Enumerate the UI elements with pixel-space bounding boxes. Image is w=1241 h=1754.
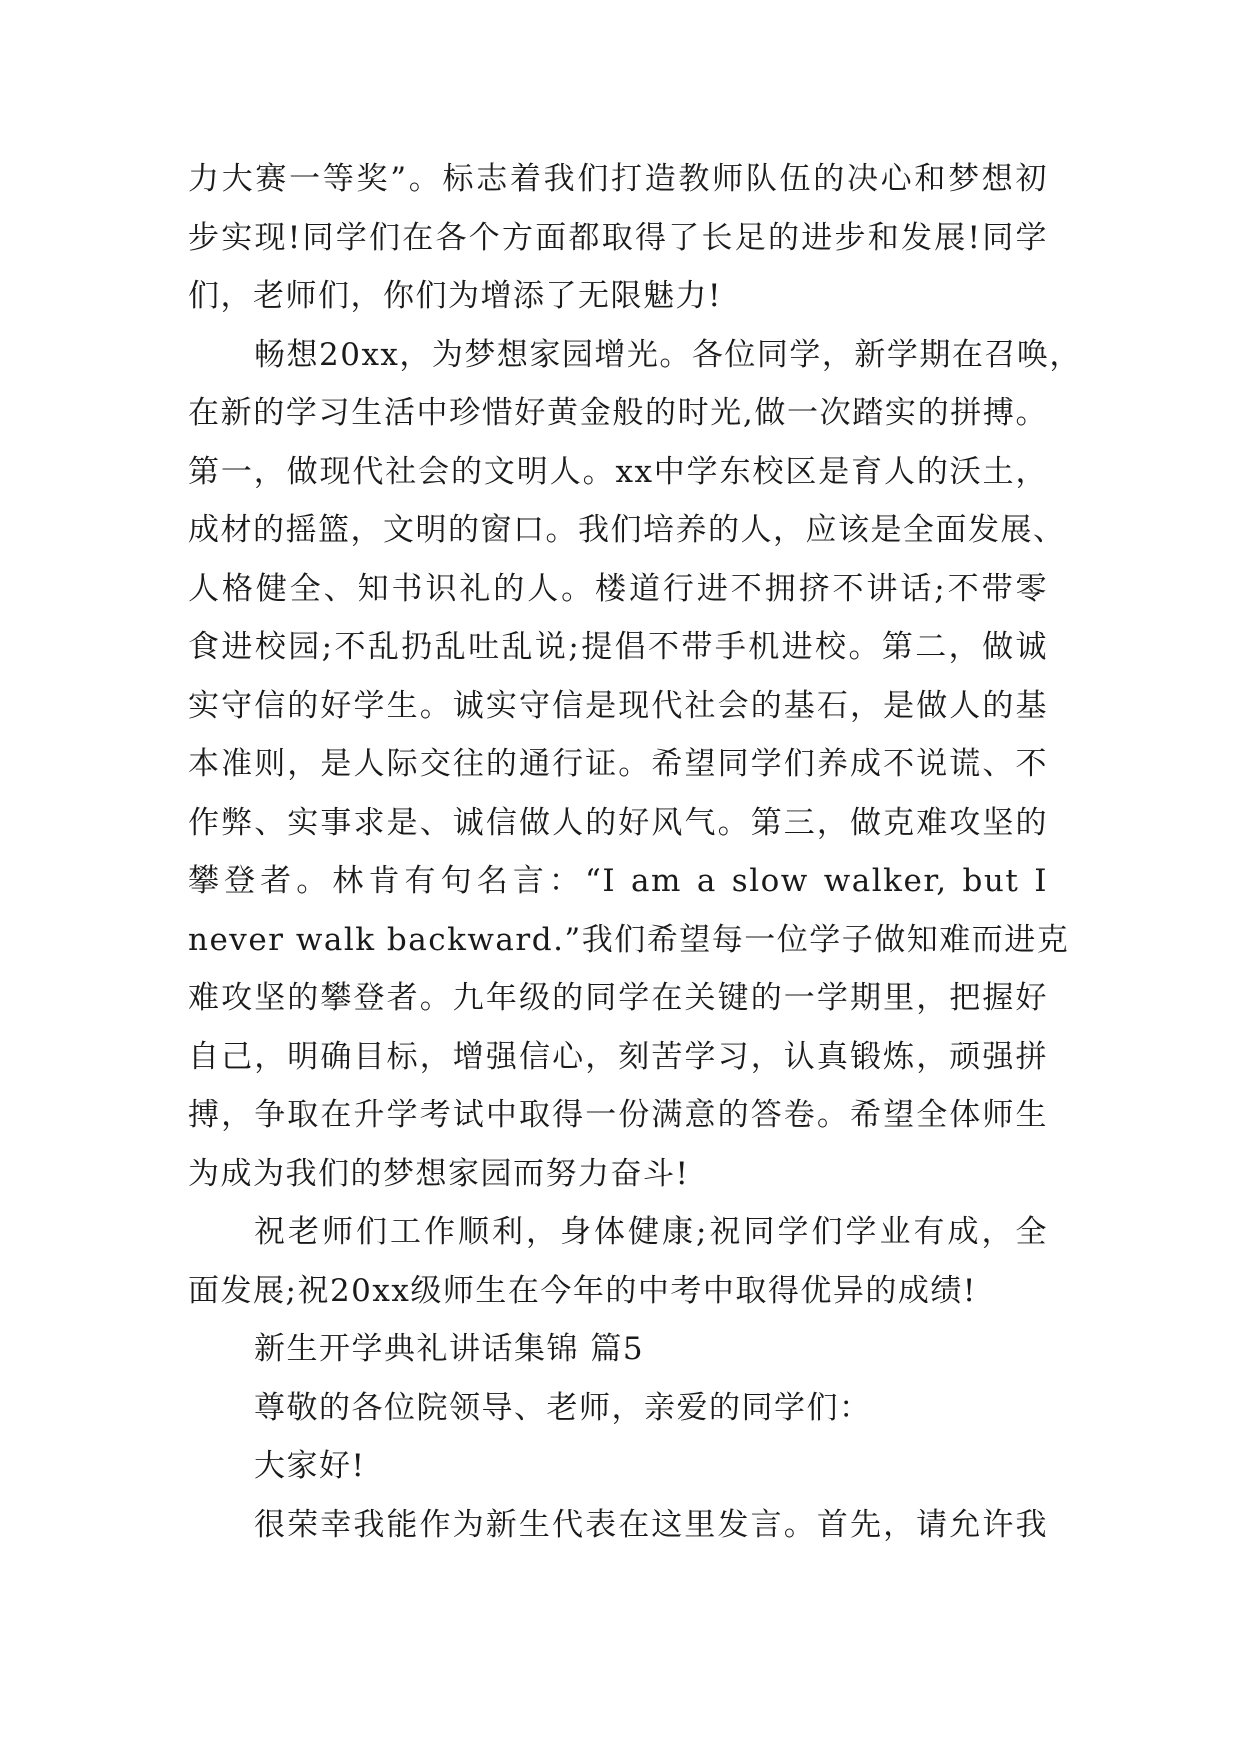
text-line: never walk backward.”我们希望每一位学子做知难而进克 bbox=[188, 921, 1070, 958]
greeting: 大家好! bbox=[254, 1448, 366, 1484]
text-line: 畅想20xx，为梦想家园增光。各位同学，新学期在召唤， bbox=[254, 336, 1082, 373]
text-line: 本准则，是人际交往的通行证。希望同学们养成不说谎、不 bbox=[188, 746, 1048, 782]
text-line: 力大赛一等奖”。标志着我们打造教师队伍的决心和梦想初 bbox=[188, 161, 1048, 197]
text-line: 食进校园;不乱扔乱吐乱说;提倡不带手机进校。第二，做诚 bbox=[188, 629, 1048, 665]
text-line: 很荣幸我能作为新生代表在这里发言。首先，请允许我 bbox=[254, 1506, 1048, 1543]
salutation: 尊敬的各位院领导、老师，亲爱的同学们： bbox=[254, 1389, 872, 1426]
text-line: 步实现!同学们在各个方面都取得了长足的进步和发展!同学 bbox=[188, 219, 1048, 256]
document-body bbox=[188, 150, 1082, 1554]
text-line: 自己，明确目标，增强信心，刻苦学习，认真锻炼，顽强拼 bbox=[188, 1038, 1048, 1075]
section-heading: 新生开学典礼讲话集锦 篇5 bbox=[254, 1331, 645, 1367]
text-line: 第一，做现代社会的文明人。xx中学东校区是育人的沃土， bbox=[188, 453, 1048, 490]
text-line: 实守信的好学生。诚实守信是现代社会的基石，是做人的基 bbox=[188, 687, 1048, 724]
text-line: 在新的学习生活中珍惜好黄金般的时光,做一次踏实的拼搏。 bbox=[188, 395, 1048, 431]
text-line: 们，老师们，你们为增添了无限魅力! bbox=[188, 278, 722, 314]
text-line: 搏，争取在升学考试中取得一份满意的答卷。希望全体师生 bbox=[188, 1097, 1048, 1133]
text-line: 面发展;祝20xx级师生在今年的中考中取得优异的成绩! bbox=[188, 1272, 977, 1309]
text-line: 攀登者。林肯有句名言：“I am a slow walker, but I bbox=[188, 863, 1048, 899]
text-line: 为成为我们的梦想家园而努力奋斗! bbox=[188, 1155, 690, 1192]
text-line: 祝老师们工作顺利，身体健康;祝同学们学业有成，全 bbox=[254, 1214, 1048, 1250]
text-line: 作弊、实事求是、诚信做人的好风气。第三，做克难攻坚的 bbox=[188, 804, 1048, 841]
text-line: 人格健全、知书识礼的人。楼道行进不拥挤不讲话;不带零 bbox=[188, 570, 1048, 607]
text-line: 成材的摇篮，文明的窗口。我们培养的人，应该是全面发展、 bbox=[188, 512, 1066, 548]
text-line: 难攻坚的攀登者。九年级的同学在关键的一学期里，把握好 bbox=[188, 980, 1048, 1016]
